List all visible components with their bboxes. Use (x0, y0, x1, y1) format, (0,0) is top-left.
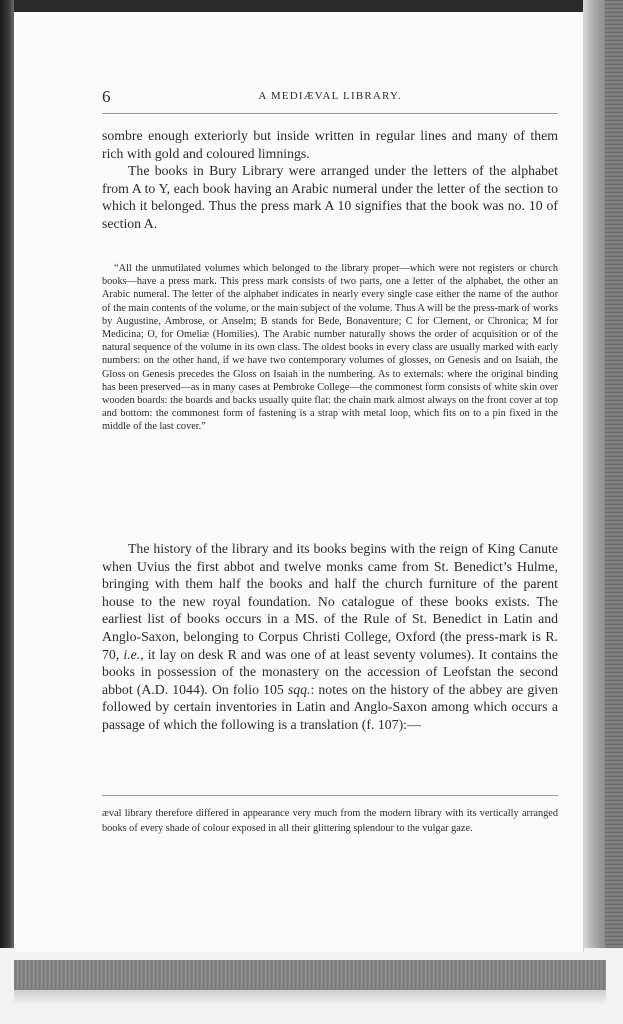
paragraph-continued: sombre enough exteriorly but inside written in regular lines and many of them rich with gold and coloured limnings. (102, 128, 558, 161)
history-text-part-2: , it lay on desk R and was one of at least seventy volumes). It contains the books in possession of the monastery on the accession of Leofstan the second abbot (A.D. 1044). On folio 105 (102, 646, 558, 697)
page-number: 6 (102, 87, 111, 106)
bottom-page-shadow (14, 990, 606, 1006)
history-text-part-1: The history of the library and its books begins with the reign of King Canute when Uvius the first abbot and twelve monks came from St. Benedict’s Hulme, bringing with them half the books and half the church furniture of the parent house to the new royal foundation. No catalogue of these books exists. The earliest list of books occurs in a MS. of the Rule of St. Benedict in Latin and Anglo-Saxon, belonging to Corpus Christi College, Oxford (the press-mark is R. 70, (102, 541, 558, 662)
paragraph-press-marks: The books in Bury Library were arranged under the letters of the alphabet from A to Y, each book having an Arabic numeral under the letter of the section to which it belonged. Thus the press mark A 10 signifies that the book was no. 10 of section A. (102, 163, 558, 231)
bottom-stacked-pages (14, 960, 606, 990)
running-head: A MEDIÆVAL LIBRARY. (258, 90, 402, 102)
footnote-rule (102, 795, 558, 796)
block-quotation: “All the unmutilated volumes which belonged to the library proper—which were not registers or church books—have a press mark. This press mark consists of two parts, one a letter of the alphabet, the other an Arabic numeral. The letter of the alphabet indicates in nearly every single case either the name of the author of the main contents of the volume, or the main subject of the volume. Thus A will be the press-mark of works by Augustine, Ambrose, or Anselm; B stands for Bede, Bonaventure; C for Clement, or Chronica; M for Medicina; O, for Omeliæ (Homilies). The Arabic number naturally shows the order of acquisition or of the natural sequence of the volume in its own class. The oldest books in every class are usually marked with early numbers: on the other hand, if we have two contemporary volumes of glosses, on Genesis and on Isaiah, the Gloss on Genesis precedes the Gloss on Isaiah in the numbering. As to externals: where the original binding has been preserved—as in many cases at Pembroke College—the commonest form consists of white skin over wooden boards: the boards and backs usually quite flat: the chain mark almost always on the front cover at top and bottom: the commonest form of fastening is a strap with metal loop, which fits on to a pin fixed in the middle of the last cover.” (102, 263, 558, 433)
history-text-part-3: : notes on the history of the abbey are given followed by certain inventories in Latin and Anglo-Saxon among which occurs a passage of which the following is a translation (f. 107):— (102, 681, 558, 732)
page-header (102, 87, 558, 109)
book-page (16, 14, 584, 952)
left-page-edge (0, 0, 14, 1024)
opening-paragraphs (102, 127, 558, 233)
right-stacked-pages (605, 0, 623, 1024)
history-text-sqq: sqq. (287, 681, 311, 697)
history-text-ie: i.e. (123, 646, 141, 662)
header-rule (102, 113, 558, 114)
top-page-edge (0, 0, 623, 12)
paragraph-library-history (102, 540, 558, 734)
footnote-text: æval library therefore differed in appearance very much from the modern library with its vertically arranged books of every shade of colour exposed in all their glittering splendour to the vulgar gaze. (102, 808, 558, 834)
